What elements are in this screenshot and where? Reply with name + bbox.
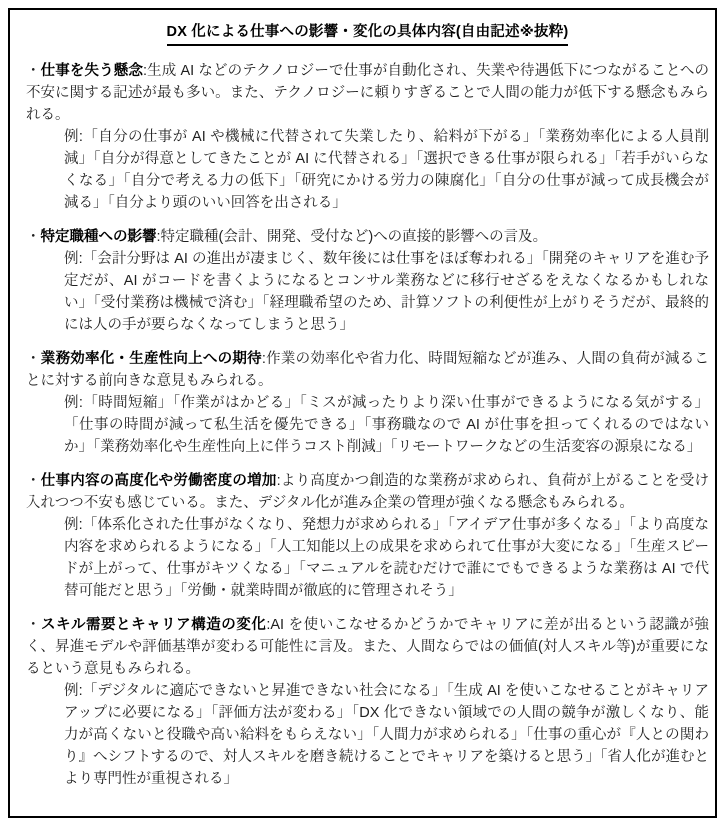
section-example: 例:「自分の仕事が AI や機械に代替されて失業したり、給料が下がる」「業務効率化による人員削減」「自分が得意としてきたことが AI に代替される」「選択できる仕事が限られる」「若手がいらなくなる」「自分で考える力の低下」「研究にかける労力の陳腐化」「自分の仕事が減って成長機会が減る」「自分より頭のいい回答を出される」 bbox=[64, 129, 709, 211]
section-specific-occupations bbox=[26, 226, 709, 336]
section-skill-career-change bbox=[26, 614, 709, 790]
section-heading: 仕事内容の高度化や労働密度の増加 bbox=[40, 473, 277, 489]
page-title: DX 化による仕事への影響・変化の具体内容(自由記述※抜粋) bbox=[167, 22, 569, 46]
section-example: 例:「デジタルに適応できないと昇進できない社会になる」「生成 AI を使いこなせることがキャリアアップに必要になる」「評価方法が変わる」「DX 化できない領域での人間の競争が激しくなり、能力が高くないと役職や高い給料をもらえない」「人間力が求められる」「仕事の重心が『人との関わり』へシフトするので、対人スキルを磨き続けることでキャリアを築けると思う」「省人化が進むとより専門性が重視される」 bbox=[64, 683, 709, 787]
bullet-icon: ・ bbox=[26, 473, 41, 489]
section-lead bbox=[26, 226, 709, 248]
section-desc: :特定職種(会計、開発、受付など)への直接的影響への言及。 bbox=[156, 229, 548, 245]
section-desc: :AI を使いこなせるかどうかでキャリアに差が出るという認識が強く、昇進モデルや評価基準が変わる可能性に言及。また、人間ならではの価値(対人スキル等)が重要になるという意見もみられる。 bbox=[26, 617, 709, 677]
section-example: 例:「時間短縮」「作業がはかどる」「ミスが減ったりより深い仕事ができるようになる気がする」「仕事の時間が減って私生活を優先できる」「事務職なので AI が仕事を担ってくれるのではないか」「業務効率化や生産性向上に伴うコスト削減」「リモートワークなどの生活変容の源泉になる」 bbox=[64, 395, 709, 455]
section-lead bbox=[26, 348, 709, 392]
bullet-icon: ・ bbox=[26, 63, 41, 79]
bullet-icon: ・ bbox=[26, 617, 42, 633]
section-heading: 特定職種への影響 bbox=[40, 229, 157, 245]
section-example: 例:「体系化された仕事がなくなり、発想力が求められる」「アイデア仕事が多くなる」「より高度な内容を求められるようになる」「人工知能以上の成果を求められて仕事が大変になる」「生産スピードが上がって、仕事がキツくなる」「マニュアルを読むだけで誰にでもできるような業務は AI で代替可能だと思う」「労働・就業時間が徹底的に管理されそう」 bbox=[64, 517, 709, 599]
section-example: 例:「会計分野は AI の進出が凄まじく、数年後には仕事をほぼ奪われる」「開発のキャリアを進む予定だが、AI がコードを書くようになるとコンサル業務などに移行せざるをえなくなるかもしれない」「受付業務は機械で済む」「経理職希望のため、計算ソフトの利便性が上がりそうだが、最終的には人の手が要らなくなってしまうと思う」 bbox=[64, 251, 709, 333]
section-lead bbox=[26, 614, 709, 680]
content-frame bbox=[8, 8, 717, 818]
section-work-sophistication bbox=[26, 470, 709, 602]
section-heading: 業務効率化・生産性向上への期待 bbox=[40, 351, 262, 367]
bullet-icon: ・ bbox=[26, 351, 41, 367]
section-heading: スキル需要とキャリア構造の変化 bbox=[41, 617, 267, 633]
section-lead bbox=[26, 470, 709, 514]
section-desc: :より高度かつ創造的な業務が求められ、負荷が上がることを受け入れつつ不安も感じている。また、デジタル化が進み企業の管理が強くなる懸念もみられる。 bbox=[26, 473, 709, 511]
section-job-loss-concern bbox=[26, 60, 709, 214]
section-desc: :作業の効率化や省力化、時間短縮などが進み、人間の負荷が減ることに対する前向きな意見もみられる。 bbox=[26, 351, 710, 389]
section-efficiency-expectation bbox=[26, 348, 709, 458]
section-heading: 仕事を失う懸念 bbox=[40, 63, 143, 79]
bullet-icon: ・ bbox=[26, 229, 41, 245]
section-desc: :生成 AI などのテクノロジーで仕事が自動化され、失業や待遇低下につながることへの不安に関する記述が最も多い。また、テクノロジーに頼りすぎることで人間の能力が低下する懸念もみられる。 bbox=[26, 63, 710, 123]
title-row bbox=[26, 22, 709, 46]
section-lead bbox=[26, 60, 709, 126]
